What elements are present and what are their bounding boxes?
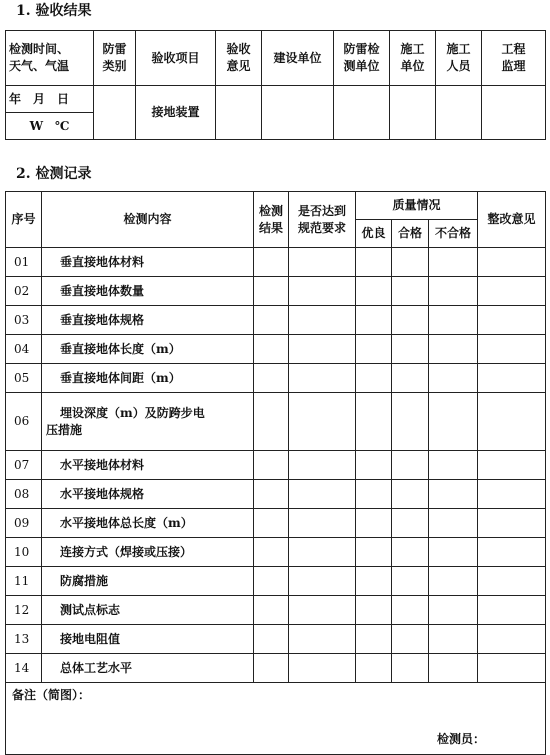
cell-pass[interactable] [392,451,429,480]
table-row [6,306,546,335]
cell-result[interactable] [254,509,289,538]
cell-standard[interactable] [289,306,356,335]
cell-standard[interactable] [289,596,356,625]
cell-rectify[interactable] [478,364,546,393]
row-number: 07 [6,451,42,480]
cell-pass[interactable] [392,335,429,364]
cell-result[interactable] [254,248,289,277]
cell-result[interactable] [254,654,289,683]
cell-result[interactable] [254,306,289,335]
cell-rectify[interactable] [478,596,546,625]
header-seq: 序号 [6,192,42,248]
cell-standard[interactable] [289,625,356,654]
cell-result[interactable] [254,364,289,393]
header-content: 检测内容 [42,192,254,248]
table-row [6,509,546,538]
cell-pass[interactable] [392,567,429,596]
row-content: 接地电阻值 [42,625,254,654]
cell-excellent[interactable] [356,567,392,596]
header-protection-category: 防雷 类别 [94,31,136,86]
cell-excellent[interactable] [356,364,392,393]
header-result: 检测 结果 [254,192,289,248]
cell-fail[interactable] [429,364,478,393]
row-content: 测试点标志 [42,596,254,625]
row-content: 水平接地体规格 [42,480,254,509]
cell-result[interactable] [254,567,289,596]
acceptance-opinion-value[interactable] [216,86,262,140]
section-title-detection: 2. 检测记录 [16,166,92,182]
cell-pass[interactable] [392,480,429,509]
acceptance-item-value: 接地装置 [136,86,216,140]
header-builder: 建设单位 [262,31,334,86]
cell-pass[interactable] [392,248,429,277]
header-supervision: 工程 监理 [482,31,546,86]
row-content: 埋设深度（m）及防跨步电 压措施 [42,393,254,451]
row-content: 垂直接地体数量 [42,277,254,306]
construction-unit-value[interactable] [390,86,436,140]
cell-rectify[interactable] [478,654,546,683]
cell-fail[interactable] [429,596,478,625]
cell-rectify[interactable] [478,277,546,306]
cell-rectify[interactable] [478,248,546,277]
cell-standard[interactable] [289,393,356,451]
cell-fail[interactable] [429,306,478,335]
cell-fail[interactable] [429,538,478,567]
table-row [6,596,546,625]
cell-rectify[interactable] [478,480,546,509]
cell-rectify[interactable] [478,567,546,596]
row-content: 水平接地体材料 [42,451,254,480]
table-row [6,480,546,509]
row-content: 垂直接地体长度（m） [42,335,254,364]
section-title-acceptance: 1. 验收结果 [16,3,92,19]
cell-excellent[interactable] [356,509,392,538]
cell-excellent[interactable] [356,625,392,654]
cell-excellent[interactable] [356,480,392,509]
cell-fail[interactable] [429,277,478,306]
cell-fail[interactable] [429,335,478,364]
row-content: 垂直接地体间距（m） [42,364,254,393]
inspection-unit-value[interactable] [334,86,390,140]
cell-pass[interactable] [392,625,429,654]
cell-pass[interactable] [392,393,429,451]
cell-standard[interactable] [289,451,356,480]
cell-fail[interactable] [429,509,478,538]
date-field[interactable]: 年 月 日 [6,86,94,113]
table-row [6,248,546,277]
cell-excellent[interactable] [356,596,392,625]
header-quality: 质量情况 [356,192,478,220]
table-row [6,364,546,393]
builder-value[interactable] [262,86,334,140]
cell-pass[interactable] [392,509,429,538]
cell-pass[interactable] [392,277,429,306]
cell-excellent[interactable] [356,654,392,683]
cell-result[interactable] [254,335,289,364]
cell-excellent[interactable] [356,248,392,277]
cell-pass[interactable] [392,654,429,683]
row-number: 01 [6,248,42,277]
cell-result[interactable] [254,596,289,625]
header-construction-staff: 施工 人员 [436,31,482,86]
row-content: 垂直接地体规格 [42,306,254,335]
cell-rectify[interactable] [478,393,546,451]
cell-excellent[interactable] [356,451,392,480]
header-standard: 是否达到 规范要求 [289,192,356,248]
cell-pass[interactable] [392,306,429,335]
cell-pass[interactable] [392,538,429,567]
row-number: 06 [6,393,42,451]
detection-record-table [5,191,546,755]
row-number: 13 [6,625,42,654]
header-excellent: 优良 [356,220,392,248]
table-row [6,335,546,364]
cell-excellent[interactable] [356,393,392,451]
cell-rectify[interactable] [478,509,546,538]
table-row [6,625,546,654]
cell-result[interactable] [254,480,289,509]
header-time-weather: 检测时间、 天气、气温 [6,31,94,86]
row-number: 14 [6,654,42,683]
cell-fail[interactable] [429,451,478,480]
table-row [6,654,546,683]
row-number: 02 [6,277,42,306]
cell-fail[interactable] [429,567,478,596]
row-content: 垂直接地体材料 [42,248,254,277]
row-content: 总体工艺水平 [42,654,254,683]
header-fail: 不合格 [429,220,478,248]
row-number: 09 [6,509,42,538]
construction-staff-value[interactable] [436,86,482,140]
table-row [6,277,546,306]
cell-result[interactable] [254,277,289,306]
cell-fail[interactable] [429,393,478,451]
inspector-label: 检测员： [437,732,486,746]
weather-field[interactable]: W ℃ [6,113,94,140]
cell-rectify[interactable] [478,538,546,567]
cell-standard[interactable] [289,277,356,306]
header-pass: 合格 [392,220,429,248]
row-number: 10 [6,538,42,567]
header-rectify: 整改意见 [478,192,546,248]
protection-category-value[interactable] [94,86,136,140]
cell-standard[interactable] [289,248,356,277]
row-content: 连接方式（焊接或压接） [42,538,254,567]
supervision-value[interactable] [482,86,546,140]
cell-excellent[interactable] [356,335,392,364]
cell-standard[interactable] [289,480,356,509]
header-acceptance-item: 验收项目 [136,31,216,86]
cell-standard[interactable] [289,567,356,596]
cell-standard[interactable] [289,654,356,683]
row-number: 05 [6,364,42,393]
cell-standard[interactable] [289,538,356,567]
remarks-area[interactable] [6,683,546,755]
cell-excellent[interactable] [356,538,392,567]
cell-result[interactable] [254,393,289,451]
cell-rectify[interactable] [478,625,546,654]
cell-pass[interactable] [392,596,429,625]
table-row [6,538,546,567]
cell-fail[interactable] [429,625,478,654]
cell-result[interactable] [254,451,289,480]
row-number: 04 [6,335,42,364]
cell-pass[interactable] [392,364,429,393]
header-construction-unit: 施工 单位 [390,31,436,86]
row-number: 03 [6,306,42,335]
header-acceptance-opinion: 验收 意见 [216,31,262,86]
row-number: 08 [6,480,42,509]
cell-standard[interactable] [289,364,356,393]
cell-fail[interactable] [429,480,478,509]
header-inspection-unit: 防雷检 测单位 [334,31,390,86]
cell-excellent[interactable] [356,306,392,335]
row-content: 水平接地体总长度（m） [42,509,254,538]
table-row [6,451,546,480]
table-row [6,393,546,451]
remarks-label: 备注（简图）： [12,688,91,702]
cell-excellent[interactable] [356,277,392,306]
cell-rectify[interactable] [478,451,546,480]
cell-rectify[interactable] [478,306,546,335]
cell-fail[interactable] [429,654,478,683]
row-number: 12 [6,596,42,625]
cell-standard[interactable] [289,335,356,364]
table-row [6,567,546,596]
cell-fail[interactable] [429,248,478,277]
row-content: 防腐措施 [42,567,254,596]
acceptance-table [5,30,546,140]
cell-result[interactable] [254,625,289,654]
cell-result[interactable] [254,538,289,567]
cell-standard[interactable] [289,509,356,538]
row-number: 11 [6,567,42,596]
cell-rectify[interactable] [478,335,546,364]
